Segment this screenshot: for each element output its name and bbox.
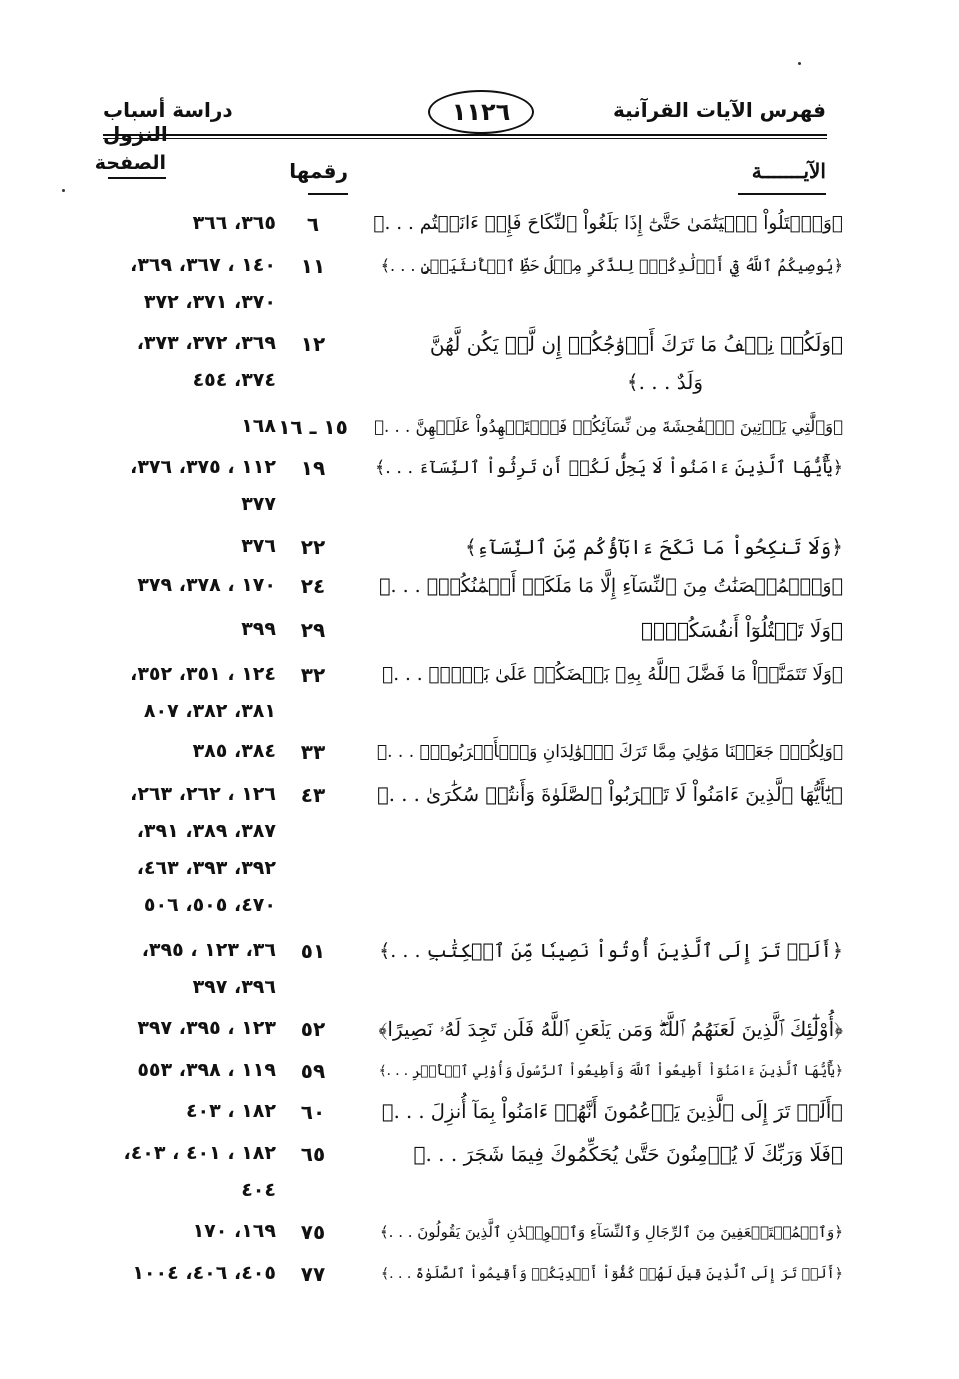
header-rule-thin xyxy=(103,138,827,139)
page-references: ١٨٢ ، ٤٠١ ، ٤٠٣، ٤٠٤ xyxy=(123,1142,276,1201)
page-references: ١٦٨ xyxy=(241,415,276,437)
page-references: ١٢٣ ، ٣٩٥، ٣٩٧ xyxy=(137,1017,276,1039)
ayah-line: ﴿وَٱلَّٰتِي يَأۡتِينَ ٱلۡفَٰحِشَةَ مِن نِّسَآئِكُمۡ فَٱسۡتَشۡهِدُواْ عَلَيۡهِنَّ . . .﴾ xyxy=(374,417,843,436)
ayah-text xyxy=(373,449,843,487)
ayah-number: ١٥ ـ ١٦ xyxy=(278,415,348,439)
column-header-page: الصفحة xyxy=(108,152,166,179)
ayah-line: ﴿أَلَمۡ تَرَ إِلَى ٱلَّذِينَ أُوتُواْ نَصِيبٗا مِّنَ ٱلۡكِتَٰبِ . . .﴾ xyxy=(379,940,843,962)
ayah-line: ﴿وَلِكُلّٖ جَعَلۡنَا مَوَٰلِيَ مِمَّا تَرَكَ ٱلۡوَٰلِدَانِ وَٱلۡأَقۡرَبُونَۚ . . .﴾ xyxy=(376,742,843,762)
column-header-number: رقمها xyxy=(308,152,348,195)
ayah-text xyxy=(373,408,843,446)
ayah-line: ﴿وَٱلۡمُحۡصَنَٰتُ مِنَ ٱلنِّسَآءِ إِلَّا مَا مَلَكَتۡ أَيۡمَٰنُكُمۡۖ . . .﴾ xyxy=(379,575,843,597)
ayah-text xyxy=(373,932,843,970)
ayah-number: ٢٢ xyxy=(300,535,326,559)
ayah-text xyxy=(373,528,843,566)
ayah-number: ٣٢ xyxy=(300,663,326,687)
running-title-right: فهرس الآيات القرآنية xyxy=(613,98,826,122)
ayah-line: ﴿أَلَمۡ تَرَ إِلَى ٱلَّذِينَ يَزۡعُمُونَ أَنَّهُمۡ ءَامَنُواْ بِمَآ أُنزِلَ . . .﴾ xyxy=(381,1100,843,1123)
ayah-number: ١٩ xyxy=(300,456,326,480)
ayah-text xyxy=(373,1213,843,1251)
ayah-line: ﴿أُوْلَٰٓئِكَ ٱلَّذِينَ لَعَنَهُمُ ٱللَّهُۖ وَمَن يَلۡعَنِ ٱللَّهُ فَلَن تَجِدَ لَهُۥ نَصِيرًا﴾ xyxy=(378,1017,843,1041)
ayah-text xyxy=(373,656,843,694)
ayah-text xyxy=(373,1093,843,1131)
ayah-text xyxy=(373,567,843,605)
ayah-line: ﴿وَلَا تَقۡتُلُوٓاْ أَنفُسَكُمۡۚ﴾ xyxy=(640,618,843,642)
page-references: ٤٠٥، ٤٠٦، ١٠٠٤ xyxy=(132,1262,276,1284)
page-references: ٣٦٥، ٣٦٦ xyxy=(192,212,276,234)
ayah-text xyxy=(373,1052,843,1090)
page-references: ١١٢ ، ٣٧٥، ٣٧٦، ٣٧٧ xyxy=(130,456,276,515)
ayah-line: ﴿يَٰٓأَيُّهَا ٱلَّذِينَ ءَامَنُواْ لَا تَقۡرَبُواْ ٱلصَّلَوٰةَ وَأَنتُمۡ سُكَٰرَىٰ . . .﴾ xyxy=(377,783,843,806)
ayah-text xyxy=(373,776,843,814)
ayah-number: ٢٩ xyxy=(300,618,326,642)
ayah-number: ١١ xyxy=(300,254,326,278)
ayah-number: ٦٥ xyxy=(300,1142,326,1166)
ayah-number: ١٢ xyxy=(300,332,326,356)
ayah-text xyxy=(373,325,843,401)
page-references: ٣٦٩، ٣٧٢، ٣٧٣، ٣٧٤، ٤٥٤ xyxy=(136,332,276,391)
page-number: ١١٢٦ xyxy=(428,90,534,134)
page-references: ١٧٠ ، ٣٧٨، ٣٧٩ xyxy=(137,574,276,596)
ayah-text xyxy=(373,1135,843,1173)
column-header-ayah: الآيـــــــة xyxy=(738,152,826,195)
page-references: ١٤٠ ، ٣٦٧، ٣٦٩، ٣٧٠، ٣٧١، ٣٧٢ xyxy=(130,254,276,313)
ayah-line: ﴿وَلَكُمۡ نِصۡفُ مَا تَرَكَ أَزۡوَٰجُكُمۡ إِن لَّمۡ يَكُن لَّهُنَّ xyxy=(429,332,843,356)
ayah-number: ٤٣ xyxy=(300,783,326,807)
ayah-number: ٧٧ xyxy=(300,1262,326,1286)
ayah-continuation: وَلَدٌ . . .﴾ xyxy=(626,370,703,394)
ayah-text xyxy=(373,733,843,771)
ayah-text xyxy=(373,247,843,285)
scan-speck xyxy=(62,189,65,192)
page-references: ١١٩ ، ٣٩٨، ٥٥٣ xyxy=(137,1059,276,1081)
ayah-number: ٦ xyxy=(306,212,320,236)
ayah-line: ﴿يَٰٓأَيُّهَا ٱلَّذِينَ ءَامَنُوٓاْ أَطِيعُواْ ٱللَّهَ وَأَطِيعُواْ ٱلرَّسُولَ وَأُوْلِي ٱلۡأَمۡرِ . . .﴾ xyxy=(378,1063,843,1079)
ayah-number: ٢٤ xyxy=(300,574,326,598)
ayah-line: ﴿فَلَا وَرَبِّكَ لَا يُؤۡمِنُونَ حَتَّىٰ يُحَكِّمُوكَ فِيمَا شَجَرَ . . .﴾ xyxy=(413,1142,843,1166)
page-references: ٣٨٤، ٣٨٥ xyxy=(192,740,276,762)
ayah-text xyxy=(373,1010,843,1048)
ayah-number: ٥١ xyxy=(300,939,326,963)
ayah-line: ﴿وَلَا تَنكِحُواْ مَا نَكَحَ ءَابَآؤُكُم مِّنَ ٱلنِّسَآءِ﴾ xyxy=(465,535,843,559)
ayah-number: ٧٥ xyxy=(300,1220,326,1244)
ayah-text xyxy=(373,1255,843,1293)
page-references: ١٦٩، ١٧٠ xyxy=(192,1220,276,1242)
ayah-number: ٥٢ xyxy=(300,1017,326,1041)
ayah-number: ٣٣ xyxy=(300,740,326,764)
ayah-number: ٦٠ xyxy=(300,1100,326,1124)
ayah-line: ﴿وَٱبۡتَلُواْ ٱلۡيَتَٰمَىٰ حَتَّىٰٓ إِذَا بَلَغُواْ ٱلنِّكَاحَ فَإِنۡ ءَانَسۡتُم . . .﴾ xyxy=(373,213,843,234)
ayah-line: ﴿يَٰٓأَيُّهَا ٱلَّذِينَ ءَامَنُواْ لَا يَحِلُّ لَكُمۡ أَن تَرِثُواْ ٱلنِّسَآءَ . . .﴾ xyxy=(374,458,843,478)
page-references: ٣٧٦ xyxy=(241,535,276,557)
ayah-text xyxy=(373,205,843,243)
page-references: ٣٦، ١٢٣ ، ٣٩٥، ٣٩٦، ٣٩٧ xyxy=(141,939,276,998)
running-title-left: دراسة أسباب النزول xyxy=(103,98,233,146)
ayah-line: ﴿وَلَا تَتَمَنَّوۡاْ مَا فَضَّلَ ٱللَّهُ بِهِۦ بَعۡضَكُمۡ عَلَىٰ بَعۡضٖۚ . . .﴾ xyxy=(382,664,843,685)
page-references: ١٢٤ ، ٣٥١، ٣٥٢، ٣٨١، ٣٨٢، ٨٠٧ xyxy=(130,663,276,722)
page-references: ١٨٢ ، ٤٠٣ xyxy=(185,1100,276,1122)
scan-speck xyxy=(798,62,801,65)
ayah-text xyxy=(373,611,843,649)
page-references: ٣٩٩ xyxy=(241,618,276,640)
header-rule xyxy=(103,134,827,136)
page-references: ١٢٦ ، ٢٦٢، ٢٦٣، ٣٨٧، ٣٨٩، ٣٩١، ٣٩٢، ٣٩٣، ٤٦٣، ٤٧٠، ٥٠٥، ٥٠٦ xyxy=(130,783,276,916)
ayah-line: ﴿يُوصِيكُمُ ٱللَّهُ فِيٓ أَوۡلَٰدِكُمۡۖ لِلذَّكَرِ مِثۡلُ حَظِّ ٱلۡأُنثَيَيۡنِ . . .﴾ xyxy=(380,256,843,275)
ayah-line: ﴿وَٱلۡمُسۡتَضۡعَفِينَ مِنَ ٱلرِّجَالِ وَٱلنِّسَآءِ وَٱلۡوِلۡدَٰنِ ٱلَّذِينَ يَقُولُونَ . . .﴾ xyxy=(379,1223,843,1241)
ayah-number: ٥٩ xyxy=(300,1059,326,1083)
ayah-line: ﴿أَلَمۡ تَرَ إِلَى ٱلَّذِينَ قِيلَ لَهُمۡ كُفُّوٓاْ أَيۡدِيَكُمۡ وَأَقِيمُواْ ٱلصَّلَوٰةَ . . .﴾ xyxy=(380,1266,843,1282)
